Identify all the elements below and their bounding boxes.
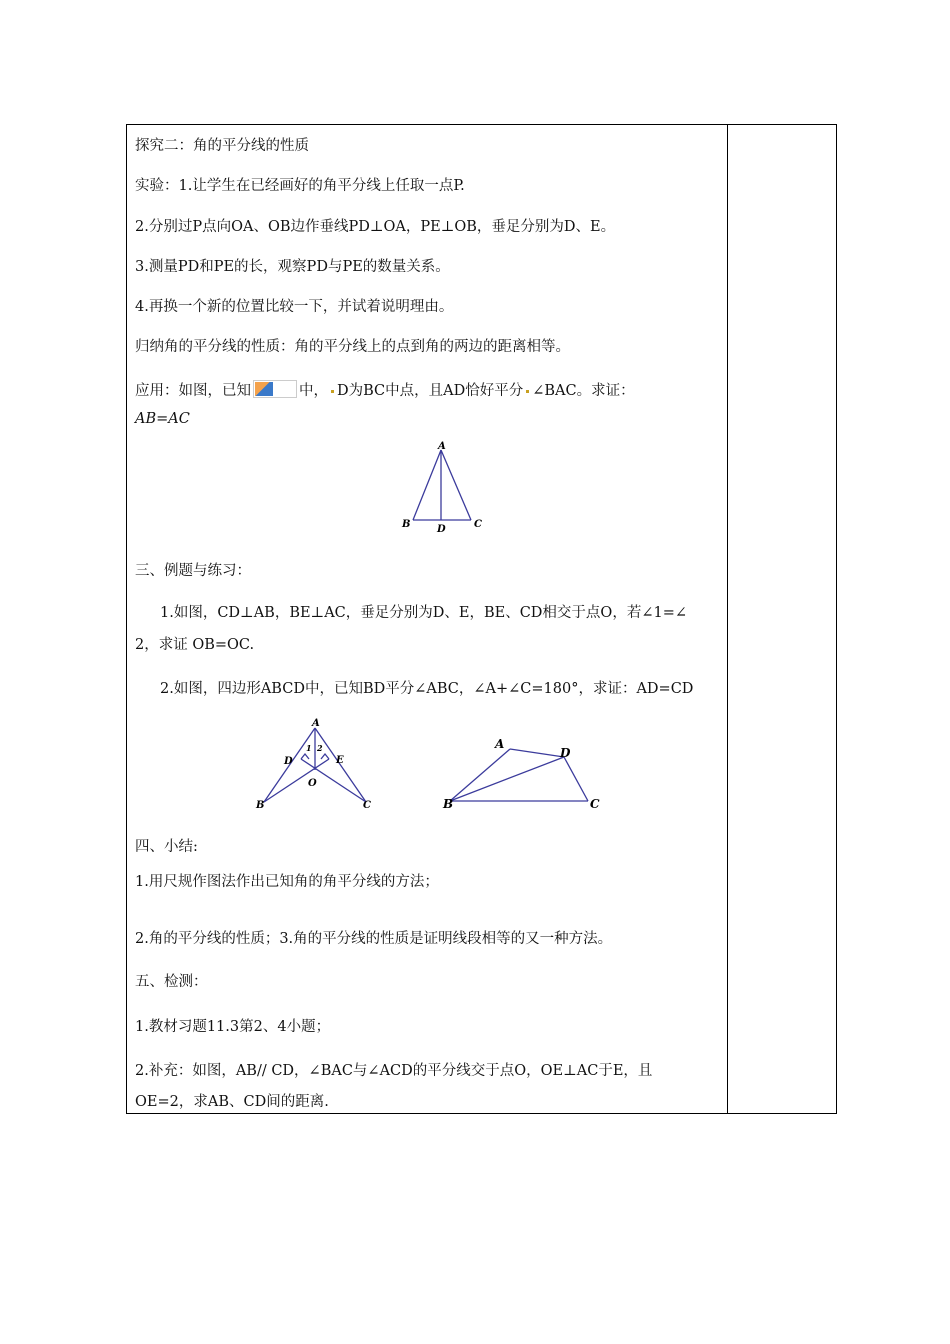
test-item-2-line-a: 2.补充：如图，AB// CD，∠BAC与∠ACD的平分线交于点O，OE⊥AC于E，且 [135,1063,653,1079]
isosceles-triangle-figure [395,438,495,534]
label-e: E [336,755,344,766]
label-d: D [560,746,571,760]
label-o: O [308,778,317,789]
table-column-divider [727,124,728,1114]
section2-title: 探究二：角的平分线的性质 [135,138,309,154]
exercise-2: 2.如图，四边形ABCD中，已知BD平分∠ABC，∠A+∠C=180°，求证：AD=CD [160,681,694,697]
application-conclusion [135,410,190,428]
exercise-1-line-b: 2，求证 OB=OC. [135,637,255,653]
application-text-b: 中， [299,383,328,399]
test-item-2-line-b: OE=2，求AB、CD间的距离. [135,1094,329,1110]
experiment-step-4: 4.再换一个新的位置比较一下，并试着说明理由。 [135,299,454,315]
label-c: C [474,519,482,530]
broken-image-icon [253,380,297,398]
application-text-e: AB=AC [135,411,190,427]
angle-2-label: 2 [317,743,323,753]
angle-1-label: 1 [306,743,312,753]
experiment-step-3: 3.测量PD和PE的长，观察PD与PE的数量关系。 [135,259,450,275]
label-a: A [438,441,446,452]
experiment-step-2: 2.分别过P点向OA、OB边作垂线PD⊥OA，PE⊥OB，垂足分别为D、E。 [135,219,616,235]
label-a: A [312,718,320,729]
marker-dot-icon [331,390,334,393]
quadrilateral-figure [438,732,608,814]
label-b: B [402,519,411,530]
application-text-c: D为BC中点，且AD恰好平分 [337,383,524,399]
section5-title: 五、检测： [135,974,208,990]
experiment-step-1: 实验：1.让学生在已经画好的角平分线上任取一点P. [135,178,465,194]
label-b: B [256,800,265,811]
application-text-a: 应用：如图，已知 [135,383,251,399]
summary-item-2: 2.角的平分线的性质；3.角的平分线的性质是证明线段相等的又一种方法。 [135,931,613,947]
section3-title: 三、例题与练习： [135,563,251,579]
property-summary: 归纳角的平分线的性质：角的平分线上的点到角的两边的距离相等。 [135,339,570,355]
application-text-d: ∠BAC。求证： [532,383,635,399]
test-item-1: 1.教材习题11.3第2、4小题； [135,1019,331,1035]
label-d: D [284,756,293,767]
application-problem [135,380,635,400]
summary-item-1: 1.用尺规作图法作出已知角的角平分线的方法； [135,874,439,890]
label-d: D [437,524,446,534]
label-b: B [443,797,454,811]
section4-title: 四、小结: [135,839,198,855]
marker-dot-icon [526,390,529,393]
exercise-1-line-a: 1.如图，CD⊥AB，BE⊥AC，垂足分别为D、E，BE、CD相交于点O，若∠1=∠ [160,605,687,621]
label-c: C [590,797,600,811]
label-a: A [495,737,505,751]
label-c: C [363,800,371,811]
angle-bisector-figure [252,714,382,814]
